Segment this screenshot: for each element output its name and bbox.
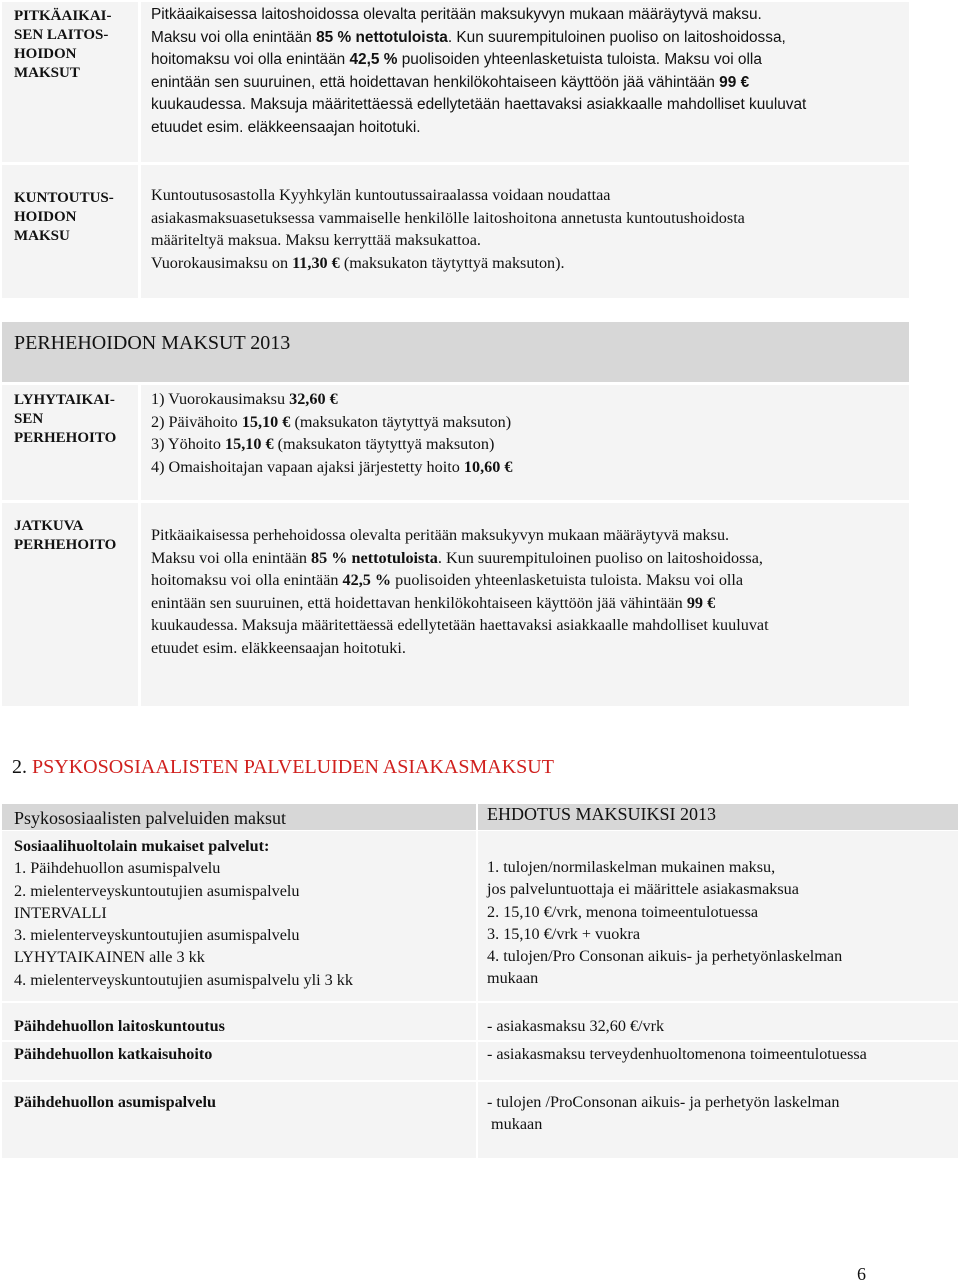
- table-line: 4. tulojen/Pro Consonan aikuis- ja perhetyönlaskelman: [487, 947, 843, 966]
- text-line: enintään sen suuruinen, että hoidettavan henkilökohtaiseen käyttöön jää vähintään 99 €: [151, 593, 716, 612]
- table-line: mukaan: [487, 1115, 543, 1134]
- table-header-left: Psykososiaalisten palveluiden maksut: [2, 804, 476, 830]
- section-heading: [12, 756, 812, 782]
- jatkuva-body: [141, 503, 909, 706]
- table-line: 1. Päihdehuollon asumispalvelu: [14, 859, 221, 878]
- text-line: 1) Vuorokausimaksu 32,60 €: [151, 390, 338, 408]
- text-line: etuudet esim. eläkkeensaajan hoitotuki.: [151, 118, 421, 136]
- table-line: 3. 15,10 €/vrk + vuokra: [487, 924, 640, 943]
- laitos-label: [2, 2, 138, 162]
- text-line: Maksu voi olla enintään 85 % nettotuloista. Kun suurempituloinen puoliso on laitoshoidossa,: [151, 28, 786, 46]
- label-line: SEN LAITOS-: [14, 27, 109, 43]
- text-line: kuukaudessa. Maksuja määritettäessä edellytetään haettavaksi asiakkaalle mahdolliset kuuluvat: [151, 96, 807, 113]
- table-cell-services: [2, 831, 476, 1001]
- label-line: HOIDON: [14, 46, 77, 62]
- text-line: kuukaudessa. Maksuja määritettäessä edellytetään haettavaksi asiakkaalle mahdolliset kuuluvat: [151, 616, 769, 634]
- label-line: MAKSUT: [14, 65, 80, 81]
- text-line: määriteltyä maksua. Maksu kerryttää maksukattoa.: [151, 231, 481, 249]
- table-cell-asumispalvelu: Päihdehuollon asumispalvelu: [2, 1082, 476, 1158]
- text-line: etuudet esim. eläkkeensaajan hoitotuki.: [151, 638, 406, 657]
- text-line: hoitomaksu voi olla enintään 42,5 % puolisoiden yhteenlasketuista tuloista. Maksu voi olla: [151, 571, 744, 589]
- label-line: JATKUVA: [14, 518, 84, 534]
- label-line: MAKSU: [14, 228, 70, 244]
- laitos-body: [141, 2, 909, 162]
- kuntoutus-body: [141, 165, 909, 298]
- section-number: 2.: [12, 756, 32, 778]
- text-line: Pitkäaikaisessa perhehoidossa olevalta peritään maksukyvyn mukaan määräytyvä maksu.: [151, 526, 730, 544]
- text-line: Pitkäaikaisessa laitoshoidossa olevalta peritään maksukyvyn mukaan määräytyvä maksu.: [151, 6, 762, 23]
- text-line: Kuntoutusosastolla Kyyhkylän kuntoutussairaalassa voidaan noudattaa: [151, 186, 611, 204]
- table-cell-asumispalvelu-fee: [478, 1082, 958, 1158]
- lyhyt-body: [141, 385, 909, 500]
- perhehoito-header: [2, 322, 909, 382]
- table-line: 2. mielenterveyskuntoutujien asumispalvelu: [14, 881, 300, 900]
- table-cell-katkaisuhoito: Päihdehuollon katkaisuhoito: [2, 1042, 476, 1080]
- label-line: PITKÄAIKAI-: [14, 8, 112, 24]
- table-line: LYHYTAIKAINEN alle 3 kk: [14, 948, 205, 967]
- table-line: Sosiaalihuoltolain mukaiset palvelut:: [14, 837, 270, 855]
- table-line: mukaan: [487, 969, 539, 988]
- text-line: enintään sen suuruinen, että hoidettavan henkilökohtaiseen käyttöön jää vähintään 99 €: [151, 73, 750, 91]
- section-title: PSYKOSOSIAALISTEN PALVELUIDEN ASIAKASMAKSUT: [32, 756, 554, 778]
- label-line: PERHEHOITO: [14, 537, 117, 553]
- label-line: KUNTOUTUS-: [14, 190, 114, 206]
- table-line: 4. mielenterveyskuntoutujien asumispalvelu yli 3 kk: [14, 970, 353, 989]
- text-line: 4) Omaishoitajan vapaan ajaksi järjestetty hoito 10,60 €: [151, 457, 513, 476]
- label-line: LYHYTAIKAI-: [14, 392, 115, 408]
- kuntoutus-label: [2, 165, 138, 298]
- table-cell-katkaisuhoito-fee: - asiakasmaksu terveydenhuoltomenona toimeentulotuessa: [478, 1042, 958, 1080]
- table-line: - tulojen /ProConsonan aikuis- ja perhetyön laskelman: [487, 1093, 840, 1111]
- text-line: Vuorokausimaksu on 11,30 € (maksukaton täytyttyä maksuton).: [151, 253, 565, 272]
- table-header-right: EHDOTUS MAKSUIKSI 2013: [478, 804, 958, 830]
- table-line: jos palveluntuottaja ei määrittele asiakasmaksua: [487, 880, 799, 899]
- page-number: 6: [857, 1264, 866, 1284]
- text-line: asiakasmaksuasetuksessa vammaiselle henkilölle laitoshoitona annetusta kuntoutushoidosta: [151, 208, 745, 227]
- lyhyt-label: [2, 385, 138, 500]
- table-line: 3. mielenterveyskuntoutujien asumispalvelu: [14, 926, 300, 945]
- table-line: 1. tulojen/normilaskelman mukainen maksu,: [487, 858, 776, 876]
- label-line: PERHEHOITO: [14, 430, 117, 446]
- table-cell-laitoskuntoutus-fee: - asiakasmaksu 32,60 €/vrk: [478, 1003, 958, 1040]
- table-line: INTERVALLI: [14, 903, 107, 922]
- text-line: Maksu voi olla enintään 85 % nettotuloista. Kun suurempituloinen puoliso on laitoshoidossa,: [151, 548, 763, 567]
- text-line: 2) Päivähoito 15,10 € (maksukaton täytyttyä maksuton): [151, 412, 512, 431]
- label-line: SEN: [14, 411, 44, 427]
- text-line: hoitomaksu voi olla enintään 42,5 % puolisoiden yhteenlasketuista tuloista. Maksu voi olla: [151, 51, 762, 68]
- label-line: HOIDON: [14, 209, 77, 225]
- table-cell-laitoskuntoutus: Päihdehuollon laitoskuntoutus: [2, 1003, 476, 1040]
- table-cell-proposals: [478, 831, 958, 1001]
- table-line: 2. 15,10 €/vrk, menona toimeentulotuessa: [487, 902, 759, 921]
- text-line: 3) Yöhoito 15,10 € (maksukaton täytyttyä maksuton): [151, 435, 495, 453]
- jatkuva-label: [2, 503, 138, 706]
- perhehoito-title: PERHEHOIDON MAKSUT 2013: [14, 332, 291, 354]
